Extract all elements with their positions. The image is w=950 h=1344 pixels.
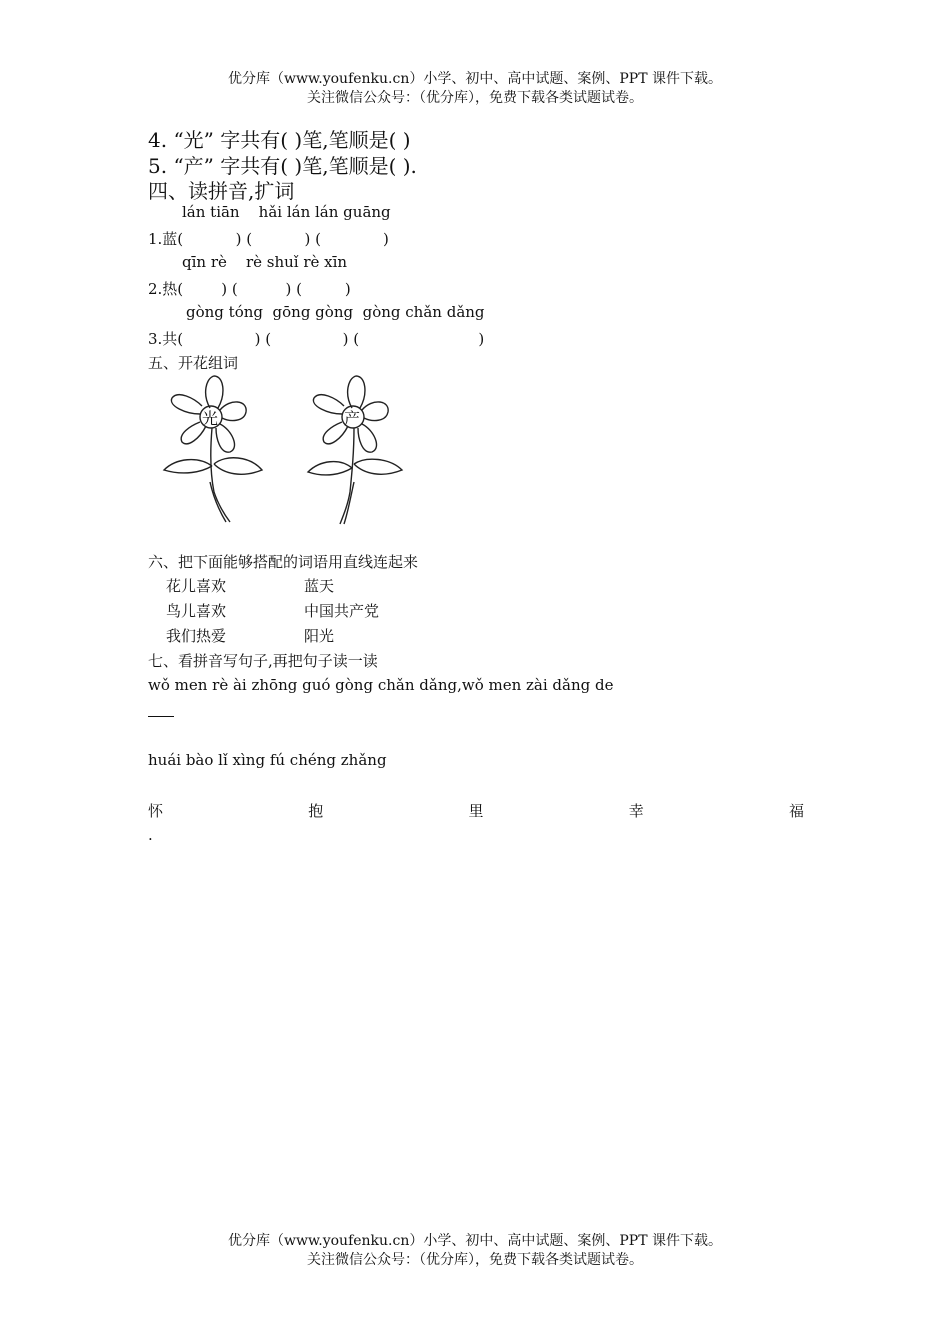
header-line-1: 优分库（www.youfenku.cn）小学、初中、高中试题、案例、PPT 课件下载。: [227, 71, 722, 87]
section-7-title: 七、看拼音写句子,再把句子读一读: [148, 652, 378, 670]
expand-line-3: 3.共( ) ( ) ( ): [148, 330, 485, 348]
match-right-1: 蓝天: [304, 577, 335, 595]
character-5: 福: [788, 802, 804, 820]
character-2: 抱: [308, 802, 324, 820]
sentence-end-mark: .: [148, 826, 153, 844]
section-4-title: 四、读拼音,扩词: [148, 179, 295, 203]
footer-line-1: 优分库（www.youfenku.cn）小学、初中、高中试题、案例、PPT 课件下载。: [227, 1233, 722, 1249]
flower-1-character: 光: [202, 409, 219, 428]
flower-illustrations: [150, 372, 430, 532]
sentence-pinyin-2: huái bào lǐ xìng fú chéng zhǎng: [148, 751, 387, 769]
question-4: 4. “光” 字共有( )笔,笔顺是( ): [148, 128, 411, 152]
match-right-2: 中国共产党: [304, 602, 380, 620]
pinyin-line-3: gòng tóng gōng gòng gòng chǎn dǎng: [186, 303, 485, 321]
match-right-3: 阳光: [304, 627, 335, 645]
match-left-3: 我们热爱: [166, 627, 227, 645]
character-1: 怀: [148, 802, 164, 820]
answer-line: [148, 716, 174, 717]
flower-2-character: 产: [344, 409, 361, 428]
flower-2-icon: [308, 376, 402, 524]
flower-1-icon: [164, 376, 262, 522]
sentence-characters: [148, 800, 804, 821]
question-5: 5. “产” 字共有( )笔,笔顺是( ).: [148, 154, 417, 178]
expand-line-1: 1.蓝( ) ( ) ( ): [148, 230, 389, 248]
expand-line-2: 2.热( ) ( ) ( ): [148, 280, 351, 298]
character-4: 幸: [628, 802, 644, 820]
sentence-pinyin-1: wǒ men rè ài zhōng guó gòng chǎn dǎng,wǒ men zài dǎng de: [148, 676, 614, 694]
header-line-2: 关注微信公众号：（优分库），免费下载各类试题试卷。: [307, 90, 643, 106]
pinyin-line-1: lán tiān hǎi lán lán guāng: [182, 203, 391, 221]
match-left-1: 花儿喜欢: [166, 577, 227, 595]
pinyin-line-2: qīn rè rè shuǐ rè xīn: [182, 253, 348, 271]
match-left-2: 鸟儿喜欢: [166, 602, 227, 620]
section-6-title: 六、把下面能够搭配的词语用直线连起来: [148, 553, 419, 571]
character-3: 里: [468, 802, 484, 820]
footer-line-2: 关注微信公众号：（优分库），免费下载各类试题试卷。: [307, 1252, 643, 1268]
section-5-title: 五、开花组词: [148, 354, 239, 372]
